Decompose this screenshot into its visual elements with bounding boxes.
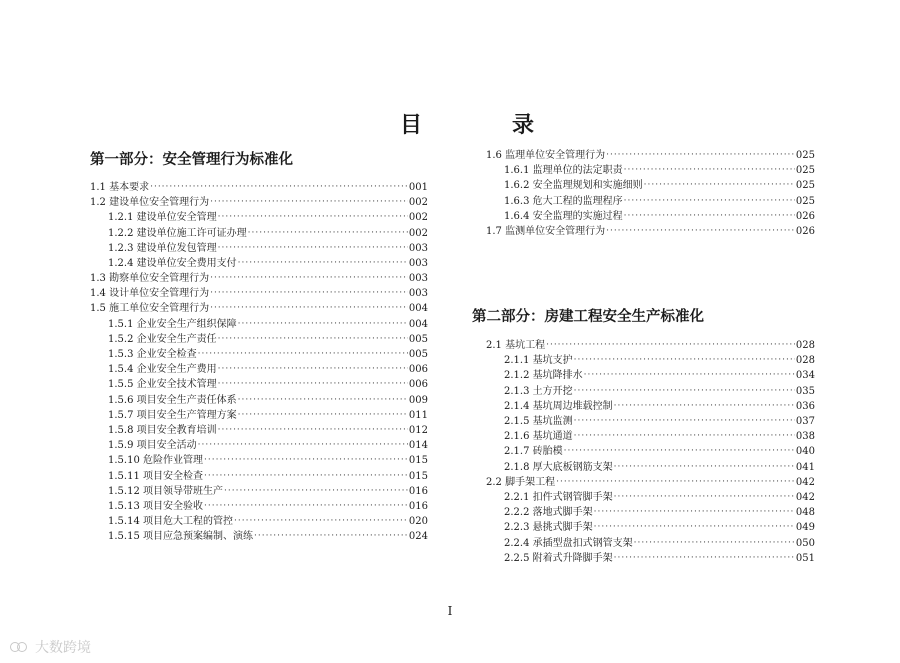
toc-entry-page: 006 — [408, 379, 428, 391]
toc-entry-label: 1.5.13 项目安全验收 — [108, 500, 203, 512]
toc-entry-page: 037 — [795, 416, 815, 428]
toc-leader-dots — [218, 423, 408, 438]
toc-entry-label: 2.1.4 基坑周边堆载控制 — [504, 400, 613, 412]
toc-leader-dots — [210, 301, 408, 316]
toc-entry-page: 034 — [795, 370, 815, 382]
toc-leader-dots — [198, 347, 408, 362]
toc-entry-label: 1.5.5 企业安全技术管理 — [108, 379, 217, 391]
toc-entry-label: 2.1.3 土方开挖 — [504, 385, 573, 397]
part-one-heading: 第一部分：安全管理行为标准化 — [90, 151, 293, 168]
toc-leader-dots — [634, 536, 795, 551]
toc-entry — [90, 529, 428, 544]
toc-leader-dots — [210, 271, 408, 286]
toc-entry-label: 1.2.2 建设单位施工许可证办理 — [108, 227, 247, 239]
toc-entry-label: 2.1.8 厚大底板钢筋支架 — [504, 461, 613, 473]
toc-left-column — [90, 148, 428, 545]
toc-list-part-two — [472, 338, 815, 566]
toc-entry — [472, 178, 815, 193]
toc-leader-dots — [224, 484, 408, 499]
toc-entry-label: 1.5.4 企业安全生产费用 — [108, 364, 217, 376]
toc-entry-label: 1.6 监理单位安全管理行为 — [486, 149, 606, 161]
toc-entry-label: 1.2.1 建设单位安全管理 — [108, 212, 217, 224]
toc-entry — [90, 484, 428, 499]
toc-entry-page: 015 — [408, 455, 428, 467]
toc-entry-page: 038 — [795, 431, 815, 443]
toc-leader-dots — [204, 453, 408, 468]
toc-entry — [472, 399, 815, 414]
toc-entry-label: 1.5.12 项目领导带班生产 — [108, 485, 223, 497]
toc-entry-page: 002 — [408, 227, 428, 239]
toc-entry — [90, 499, 428, 514]
toc-entry-label: 1.4 设计单位安全管理行为 — [90, 288, 210, 300]
toc-entry-label: 2.2 脚手架工程 — [486, 476, 556, 488]
toc-entry — [90, 241, 428, 256]
toc-entry-page: 024 — [408, 531, 428, 543]
toc-leader-dots — [606, 148, 795, 163]
toc-list-part-one-cont — [472, 148, 815, 239]
toc-entry-page: 003 — [408, 242, 428, 254]
toc-entry-page: 016 — [408, 485, 428, 497]
toc-entry-page: 014 — [408, 440, 428, 452]
toc-entry — [90, 332, 428, 347]
toc-entry — [90, 195, 428, 210]
toc-entry-label: 1.2.4 建设单位安全费用支付 — [108, 257, 237, 269]
toc-entry-page: 025 — [795, 165, 815, 177]
toc-entry — [472, 536, 815, 551]
toc-entry-label: 1.5.6 项目安全生产责任体系 — [108, 394, 237, 406]
toc-entry-label: 1.6.4 安全监理的实施过程 — [504, 210, 623, 222]
toc-entry-page: 050 — [795, 537, 815, 549]
toc-entry-label: 1.6.1 监理单位的法定职责 — [504, 165, 623, 177]
toc-entry-label: 2.1.7 砖胎模 — [504, 446, 563, 458]
toc-entry — [472, 475, 815, 490]
toc-entry — [90, 256, 428, 271]
toc-leader-dots — [254, 529, 408, 544]
toc-entry-page: 026 — [795, 210, 815, 222]
toc-entry-label: 1.5.8 项目安全教育培训 — [108, 424, 217, 436]
toc-entry — [472, 163, 815, 178]
toc-entry-label: 1.1 基本要求 — [90, 181, 150, 193]
toc-leader-dots — [204, 499, 408, 514]
toc-entry-page: 004 — [408, 303, 428, 315]
toc-entry-page: 004 — [408, 318, 428, 330]
toc-leader-dots — [238, 256, 408, 271]
toc-entry-page: 025 — [795, 180, 815, 192]
toc-entry-page: 003 — [408, 288, 428, 300]
toc-entry-page: 011 — [408, 409, 428, 421]
toc-entry-page: 025 — [795, 149, 815, 161]
toc-entry-label: 2.2.2 落地式脚手架 — [504, 507, 593, 519]
toc-entry — [90, 362, 428, 377]
toc-leader-dots — [218, 332, 408, 347]
toc-entry-page: 016 — [408, 500, 428, 512]
page-title: 目 录 — [399, 112, 568, 138]
part-two-heading: 第二部分：房建工程安全生产标准化 — [472, 308, 704, 326]
toc-entry-page: 025 — [795, 195, 815, 207]
toc-entry — [90, 286, 428, 301]
toc-entry — [472, 429, 815, 444]
toc-leader-dots — [218, 210, 408, 225]
toc-entry-label: 1.5.15 项目应急预案编制、演练 — [108, 531, 253, 543]
toc-entry-label: 1.5.11 项目安全检查 — [108, 470, 203, 482]
toc-leader-dots — [556, 475, 795, 490]
toc-leader-dots — [218, 377, 408, 392]
toc-entry — [90, 453, 428, 468]
toc-leader-dots — [210, 195, 408, 210]
watermark-logo-icon — [10, 640, 32, 654]
toc-entry — [472, 414, 815, 429]
toc-entry — [90, 226, 428, 241]
toc-entry-page: 042 — [795, 476, 815, 488]
toc-entry — [472, 444, 815, 459]
toc-entry-page: 012 — [408, 424, 428, 436]
toc-entry-page: 040 — [795, 446, 815, 458]
toc-entry-label: 1.2.3 建设单位发包管理 — [108, 242, 217, 254]
toc-entry-page: 002 — [408, 212, 428, 224]
toc-entry-label: 1.5.2 企业安全生产责任 — [108, 333, 217, 345]
toc-leader-dots — [574, 429, 795, 444]
watermark-text: 大数跨境 — [35, 640, 91, 656]
toc-leader-dots — [218, 241, 408, 256]
toc-leader-dots — [614, 490, 795, 505]
toc-entry-page: 003 — [408, 273, 428, 285]
toc-right-column — [472, 148, 815, 566]
toc-entry-page: 003 — [408, 257, 428, 269]
toc-entry-page: 028 — [795, 355, 815, 367]
watermark — [10, 637, 91, 657]
toc-leader-dots — [606, 224, 795, 239]
toc-entry — [472, 224, 815, 239]
toc-entry-page: 001 — [408, 181, 428, 193]
toc-entry-label: 1.5.7 项目安全生产管理方案 — [108, 409, 237, 421]
toc-entry-page: 015 — [408, 470, 428, 482]
toc-leader-dots — [198, 438, 408, 453]
toc-entry-label: 1.5.10 危险作业管理 — [108, 455, 203, 467]
toc-leader-dots — [238, 408, 408, 423]
toc-entry-page: 002 — [408, 197, 428, 209]
toc-leader-dots — [234, 514, 408, 529]
toc-entry — [90, 271, 428, 286]
toc-entry-label: 1.7 监测单位安全管理行为 — [486, 225, 606, 237]
toc-entry-page: 005 — [408, 349, 428, 361]
toc-entry-page: 036 — [795, 400, 815, 412]
toc-entry-page: 048 — [795, 507, 815, 519]
toc-entry-label: 1.5.14 项目危大工程的管控 — [108, 516, 233, 528]
toc-leader-dots — [204, 469, 408, 484]
toc-leader-dots — [564, 444, 795, 459]
toc-leader-dots — [644, 178, 795, 193]
toc-entry — [472, 505, 815, 520]
toc-entry-label: 1.6.3 危大工程的监理程序 — [504, 195, 623, 207]
toc-leader-dots — [150, 180, 408, 195]
toc-entry — [90, 210, 428, 225]
toc-entry — [472, 369, 815, 384]
toc-entry-page: 006 — [408, 364, 428, 376]
toc-entry — [90, 438, 428, 453]
toc-entry-label: 2.2.4 承插型盘扣式钢管支架 — [504, 537, 633, 549]
toc-list-part-one — [90, 180, 428, 545]
toc-entry — [90, 302, 428, 317]
toc-leader-dots — [614, 551, 795, 566]
toc-entry — [90, 377, 428, 392]
toc-entry-label: 1.5.9 项目安全活动 — [108, 440, 197, 452]
toc-entry-label: 1.5.1 企业安全生产组织保障 — [108, 318, 237, 330]
toc-entry — [90, 347, 428, 362]
toc-entry-page: 020 — [408, 516, 428, 528]
toc-leader-dots — [238, 317, 408, 332]
toc-leader-dots — [574, 384, 795, 399]
toc-entry — [90, 469, 428, 484]
toc-entry — [90, 423, 428, 438]
toc-entry — [472, 194, 815, 209]
toc-entry — [472, 520, 815, 535]
toc-entry-label: 1.5.3 企业安全检查 — [108, 349, 197, 361]
toc-leader-dots — [594, 505, 795, 520]
toc-entry-page: 026 — [795, 225, 815, 237]
toc-entry-page: 009 — [408, 394, 428, 406]
toc-leader-dots — [546, 338, 795, 353]
toc-entry — [90, 180, 428, 195]
toc-leader-dots — [584, 368, 795, 383]
toc-entry-label: 2.2.5 附着式升降脚手架 — [504, 552, 613, 564]
toc-leader-dots — [574, 414, 795, 429]
toc-entry-label: 2.1.6 基坑通道 — [504, 431, 573, 443]
toc-leader-dots — [210, 286, 408, 301]
toc-entry — [90, 408, 428, 423]
toc-entry-label: 1.5 施工单位安全管理行为 — [90, 303, 210, 315]
toc-entry — [472, 384, 815, 399]
toc-entry-label: 2.1.1 基坑支护 — [504, 355, 573, 367]
toc-leader-dots — [614, 399, 795, 414]
toc-entry-page: 041 — [795, 461, 815, 473]
toc-entry — [472, 551, 815, 566]
toc-entry-label: 2.1 基坑工程 — [486, 340, 546, 352]
toc-entry-page: 042 — [795, 491, 815, 503]
toc-leader-dots — [238, 393, 408, 408]
toc-entry — [472, 148, 815, 163]
toc-leader-dots — [614, 460, 795, 475]
toc-entry-page: 049 — [795, 522, 815, 534]
toc-leader-dots — [624, 163, 795, 178]
toc-entry — [472, 353, 815, 368]
toc-entry-page: 035 — [795, 385, 815, 397]
toc-leader-dots — [594, 520, 795, 535]
toc-entry-label: 2.2.3 悬挑式脚手架 — [504, 522, 593, 534]
toc-entry — [90, 317, 428, 332]
toc-leader-dots — [624, 194, 795, 209]
toc-entry — [472, 490, 815, 505]
page-number: I — [447, 604, 453, 618]
toc-entry-label: 2.1.2 基坑降排水 — [504, 370, 583, 382]
toc-entry-page: 028 — [795, 340, 815, 352]
toc-entry-page: 005 — [408, 333, 428, 345]
toc-entry — [472, 338, 815, 353]
toc-entry-label: 2.2.1 扣件式钢管脚手架 — [504, 491, 613, 503]
toc-entry-label: 1.3 勘察单位安全管理行为 — [90, 273, 210, 285]
toc-leader-dots — [218, 362, 408, 377]
toc-entry — [90, 514, 428, 529]
toc-entry — [472, 209, 815, 224]
toc-entry-label: 2.1.5 基坑监测 — [504, 416, 573, 428]
toc-leader-dots — [574, 353, 795, 368]
toc-leader-dots — [248, 226, 408, 241]
toc-entry-label: 1.2 建设单位安全管理行为 — [90, 197, 210, 209]
toc-entry — [472, 460, 815, 475]
toc-entry-label: 1.6.2 安全监理规划和实施细则 — [504, 180, 643, 192]
toc-entry — [90, 393, 428, 408]
toc-leader-dots — [624, 209, 795, 224]
toc-entry-page: 051 — [795, 552, 815, 564]
